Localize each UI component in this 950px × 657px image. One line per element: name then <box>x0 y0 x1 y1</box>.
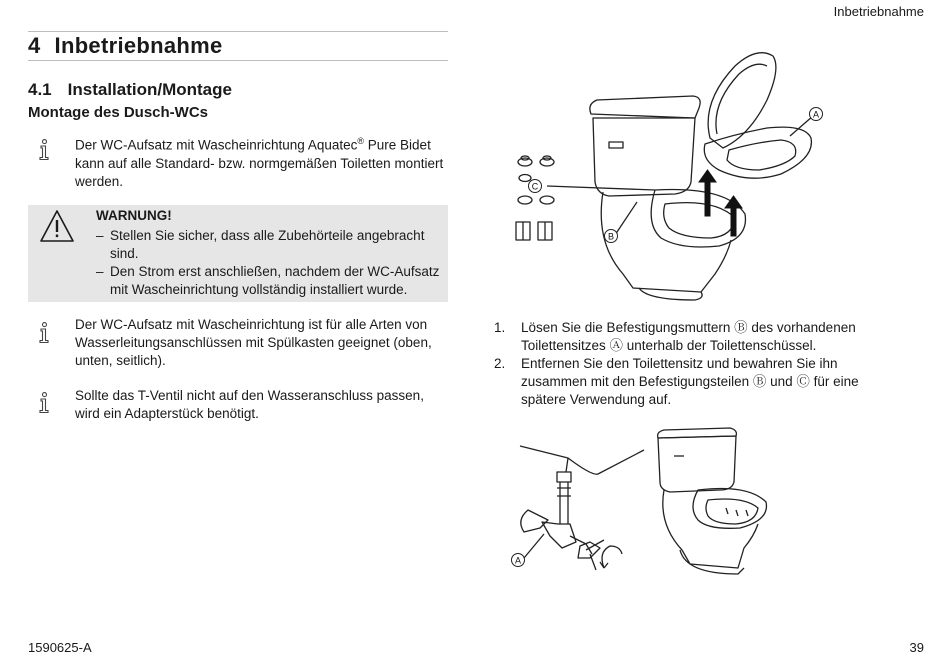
warning-item <box>96 263 444 299</box>
chapter-number: 4 <box>28 33 41 58</box>
label-c: C <box>531 181 539 192</box>
warning-item <box>96 227 444 263</box>
info-icon <box>38 322 50 344</box>
step-number: 2. <box>494 356 506 371</box>
info-icon <box>38 392 50 414</box>
section-title: Installation/Montage <box>67 80 232 99</box>
label-a: A <box>812 109 820 120</box>
note-text: Bidet kann auf alle Standard- bzw. normgemäßen Toiletten montiert werden. <box>75 137 444 189</box>
section-number: 4.1 <box>28 80 52 99</box>
warning-title: WARNUNG! <box>96 208 172 223</box>
subsection-heading: Montage des Dusch-WCs <box>28 104 209 121</box>
label-b: B <box>607 231 615 242</box>
chapter-top-rule <box>28 31 448 32</box>
note-text: Der WC-Aufsatz mit Wascheinrichtung Aquatec <box>75 137 358 153</box>
note-compatibility <box>75 132 447 191</box>
figure-seat-removal <box>505 42 840 304</box>
warning-dash: – <box>96 264 104 279</box>
tank-lid <box>590 96 700 118</box>
note-text: Pure <box>364 137 397 153</box>
step-item <box>494 355 894 409</box>
chapter-title: Inbetriebnahme <box>54 33 223 58</box>
registered-mark: ® <box>357 136 364 146</box>
tank-body <box>593 118 695 196</box>
warning-item-text: Den Strom erst anschließen, nachdem der WC-Aufsatz mit Wascheinrichtung vollständig installiert wurde. <box>110 264 440 297</box>
step-text: Entfernen Sie den Toilettensitz und bewahren Sie ihn zusammen mit den Befestigungsteilen Ⓑ und Ⓒ für eine spätere Verwendung auf. <box>521 356 859 407</box>
note-connections: Der WC-Aufsatz mit Wascheinrichtung ist für alle Arten von Wasserleitungsanschlüssen mit Spülkasten geeignet (oben, unten, seitlich). <box>75 317 432 368</box>
step-text: Lösen Sie die Befestigungsmuttern Ⓑ des vorhandenen Toilettensitzes Ⓐ unterhalb der Toilettenschüssel. <box>521 320 856 353</box>
document-number: 1590625-A <box>28 640 92 655</box>
note-adapter: Sollte das T-Ventil nicht auf den Wasseranschluss passen, wird ein Adapterstück benötigt. <box>75 388 424 421</box>
figure-shutoff-valve <box>508 424 778 579</box>
chapter-heading <box>28 33 223 59</box>
running-head: Inbetriebnahme <box>833 4 924 19</box>
section-heading <box>28 80 232 100</box>
step-item <box>494 319 894 355</box>
info-icon <box>38 139 50 161</box>
chapter-bottom-rule <box>28 60 448 61</box>
page-number: 39 <box>909 640 924 655</box>
step-number: 1. <box>494 320 506 335</box>
warning-triangle-icon <box>39 209 75 243</box>
valve-label-a: A <box>514 555 522 566</box>
warning-dash: – <box>96 228 104 243</box>
warning-item-text: Stellen Sie sicher, dass alle Zubehörteile angebracht sind. <box>110 228 425 261</box>
